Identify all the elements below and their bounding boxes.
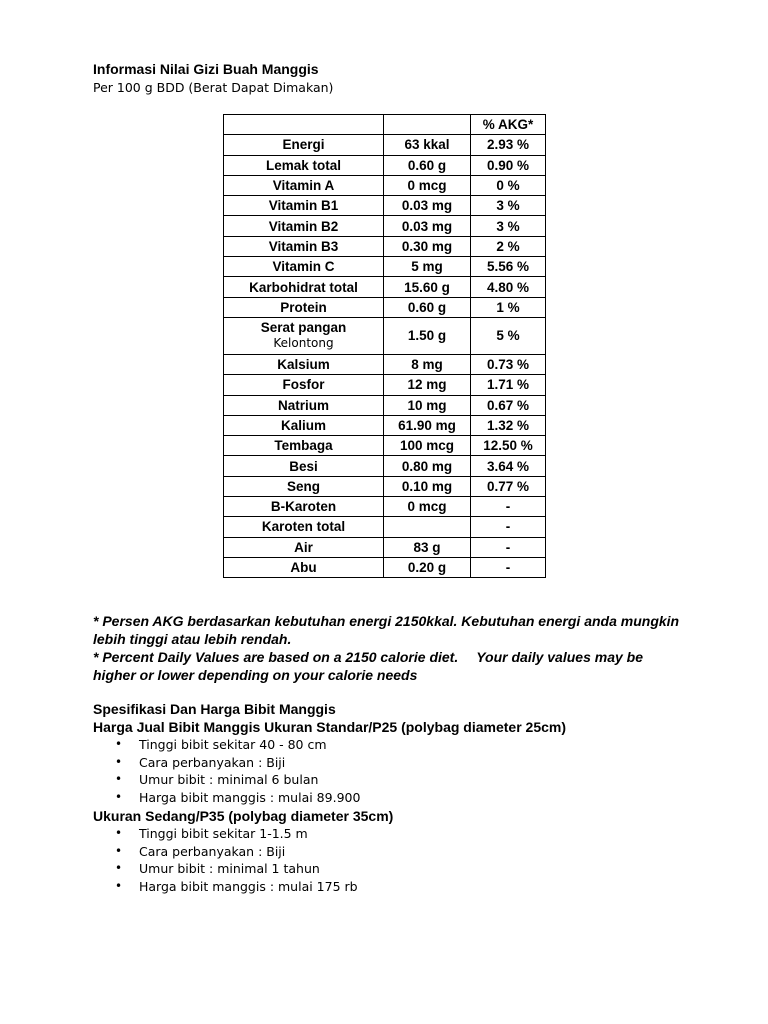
table-row xyxy=(224,436,546,456)
nutrient-name-cell xyxy=(224,236,384,256)
nutrient-name-cell xyxy=(224,415,384,435)
table-row xyxy=(224,135,546,155)
table-row xyxy=(224,537,546,557)
nutrient-name: Abu xyxy=(290,560,317,576)
nutrient-akg: - xyxy=(471,557,546,577)
nutrient-amount: 5 mg xyxy=(384,257,471,277)
footnote-en-part1: * Percent Daily Values are based on a 2150 calorie diet. xyxy=(93,649,459,665)
footnote-en-part2: Your daily values may be higher or lower depending on your calorie needs xyxy=(93,649,643,683)
list-item xyxy=(115,860,693,878)
nutrition-table xyxy=(223,114,546,578)
nutrient-amount xyxy=(384,517,471,537)
table-row xyxy=(224,236,546,256)
list-item xyxy=(115,825,693,843)
bullet-icon: • xyxy=(115,754,123,769)
list-item xyxy=(115,754,693,772)
footnote-en xyxy=(93,648,683,684)
spec-section-heading: Ukuran Sedang/P35 (polybag diameter 35cm) xyxy=(93,807,394,824)
nutrient-akg: 0.77 % xyxy=(471,476,546,496)
list-item-text: Harga bibit manggis : mulai 89.900 xyxy=(139,790,361,806)
nutrient-amount: 0.10 mg xyxy=(384,476,471,496)
nutrient-akg: 4.80 % xyxy=(471,277,546,297)
nutrient-amount: 0.03 mg xyxy=(384,196,471,216)
nutrient-name-cell xyxy=(224,155,384,175)
list-item xyxy=(115,771,693,789)
list-item xyxy=(115,789,693,807)
spec-list xyxy=(93,825,693,896)
footnotes xyxy=(93,612,683,684)
nutrient-subname: Kelontong xyxy=(273,336,334,351)
nutrient-akg: 12.50 % xyxy=(471,436,546,456)
nutrient-name: Kalium xyxy=(280,418,326,433)
nutrient-amount: 0.60 g xyxy=(384,155,471,175)
nutrient-akg: 3 % xyxy=(471,216,546,236)
bullet-icon: • xyxy=(115,737,123,751)
nutrient-amount: 0.30 mg xyxy=(384,236,471,256)
nutrient-akg: 1.32 % xyxy=(471,415,546,435)
table-row xyxy=(224,476,546,496)
nutrient-name: Lemak total xyxy=(265,157,342,173)
nutrient-name: Seng xyxy=(286,478,320,494)
bullet-icon: • xyxy=(115,843,123,858)
table-row xyxy=(224,456,546,476)
nutrient-name-cell xyxy=(224,196,384,216)
nutrient-name: Kalsium xyxy=(277,357,330,373)
nutrient-akg: - xyxy=(471,497,546,517)
footnote-id: * Persen AKG berdasarkan kebutuhan energi 2150kkal. Kebutuhan energi anda mungkin lebih tinggi atau lebih rendah. xyxy=(93,613,680,647)
header-cell-akg: % AKG* xyxy=(471,115,546,135)
nutrient-akg: 2 % xyxy=(471,236,546,256)
spec-title: Spesifikasi Dan Harga Bibit Manggis xyxy=(93,701,336,717)
spec-section-heading: Harga Jual Bibit Manggis Ukuran Standar/P25 (polybag diameter 25cm) xyxy=(93,719,567,735)
spec-list xyxy=(93,736,693,807)
nutrient-akg: 5 % xyxy=(471,317,546,354)
nutrient-akg: 3.64 % xyxy=(471,456,546,476)
list-item xyxy=(115,736,693,754)
table-row xyxy=(224,317,546,354)
table-row xyxy=(224,375,546,395)
nutrient-name: Vitamin B1 xyxy=(268,198,339,214)
nutrient-name-cell xyxy=(224,557,384,577)
list-item-text: Cara perbanyakan : Biji xyxy=(139,843,286,859)
list-item xyxy=(115,843,693,861)
nutrient-akg: - xyxy=(471,517,546,537)
nutrient-akg: - xyxy=(471,537,546,557)
nutrient-name: B-Karoten xyxy=(270,499,337,515)
document-page xyxy=(93,60,693,894)
table-row xyxy=(224,517,546,537)
nutrient-name: Natrium xyxy=(277,397,329,413)
table-row xyxy=(224,354,546,374)
nutrient-akg: 0.67 % xyxy=(471,395,546,415)
nutrient-name-cell xyxy=(224,317,384,354)
nutrient-amount: 61.90 mg xyxy=(384,415,471,435)
nutrient-name-cell xyxy=(224,297,384,317)
nutrient-name: Vitamin A xyxy=(272,178,335,194)
nutrient-name-cell xyxy=(224,175,384,195)
bullet-icon: • xyxy=(115,772,123,787)
nutrient-name-cell xyxy=(224,277,384,297)
bullet-icon: • xyxy=(115,861,123,876)
nutrient-name-cell xyxy=(224,375,384,395)
nutrient-name: Air xyxy=(294,539,313,555)
nutrient-amount: 0 mcg xyxy=(384,175,471,195)
nutrient-amount: 10 mg xyxy=(384,395,471,415)
nutrient-name: Energi xyxy=(282,137,325,153)
nutrient-akg: 1.71 % xyxy=(471,375,546,395)
list-item-text: Umur bibit : minimal 6 bulan xyxy=(139,772,319,788)
nutrient-akg: 0.73 % xyxy=(471,354,546,374)
nutrient-amount: 1.50 g xyxy=(384,317,471,354)
nutrient-amount: 15.60 g xyxy=(384,277,471,297)
nutrient-name: Vitamin C xyxy=(272,259,335,275)
table-row xyxy=(224,297,546,317)
table-row xyxy=(224,277,546,297)
nutrient-amount: 0.20 g xyxy=(384,557,471,577)
nutrient-amount: 12 mg xyxy=(384,375,471,395)
nutrient-name: Vitamin B3 xyxy=(268,238,339,254)
nutrient-amount: 0.60 g xyxy=(384,297,471,317)
table-row xyxy=(224,155,546,175)
table-row xyxy=(224,557,546,577)
list-item-text: Cara perbanyakan : Biji xyxy=(139,754,286,770)
spec-sections xyxy=(93,718,693,896)
nutrient-name: Serat pangan xyxy=(260,320,347,336)
nutrient-name-cell xyxy=(224,216,384,236)
nutrient-name: Protein xyxy=(280,299,327,315)
nutrient-name: Fosfor xyxy=(282,377,325,393)
nutrient-name-cell xyxy=(224,436,384,456)
nutrient-akg: 5.56 % xyxy=(471,257,546,277)
table-row xyxy=(224,196,546,216)
bullet-icon: • xyxy=(115,878,123,893)
nutrient-akg: 1 % xyxy=(471,297,546,317)
nutrient-name: Karbohidrat total xyxy=(249,279,358,295)
nutrient-amount: 100 mcg xyxy=(384,436,471,456)
nutrient-name-cell xyxy=(224,476,384,496)
table-row xyxy=(224,415,546,435)
list-item-text: Tinggi bibit sekitar 40 - 80 cm xyxy=(139,737,327,752)
nutrient-name-cell xyxy=(224,257,384,277)
nutrient-akg: 3 % xyxy=(471,196,546,216)
list-item xyxy=(115,878,693,896)
nutrient-name-cell xyxy=(224,456,384,476)
document-subtitle: Per 100 g BDD (Berat Dapat Dimakan) xyxy=(93,80,334,95)
table-row xyxy=(224,395,546,415)
bullet-icon: • xyxy=(115,825,123,840)
nutrient-name-cell xyxy=(224,517,384,537)
nutrient-amount: 8 mg xyxy=(384,354,471,374)
nutrition-table-body xyxy=(224,135,546,578)
nutrient-amount: 83 g xyxy=(384,537,471,557)
nutrient-amount: 0.03 mg xyxy=(384,216,471,236)
nutrient-akg: 0.90 % xyxy=(471,155,546,175)
nutrient-name: Vitamin B2 xyxy=(268,218,339,234)
header-cell-amount xyxy=(384,115,471,135)
nutrient-name-cell xyxy=(224,497,384,517)
list-item-text: Harga bibit manggis : mulai 175 rb xyxy=(139,878,358,894)
nutrient-name-cell xyxy=(224,354,384,374)
table-header-row xyxy=(224,115,546,135)
document-title: Informasi Nilai Gizi Buah Manggis xyxy=(93,61,319,77)
nutrient-name-cell xyxy=(224,395,384,415)
nutrient-name: Tembaga xyxy=(274,438,333,454)
spec-section xyxy=(93,700,693,896)
nutrient-name-cell xyxy=(224,537,384,557)
nutrient-amount: 0 mcg xyxy=(384,497,471,517)
nutrient-name: Besi xyxy=(289,458,318,474)
nutrient-name-cell xyxy=(224,135,384,155)
table-row xyxy=(224,497,546,517)
header-cell-name xyxy=(224,115,384,135)
table-row xyxy=(224,216,546,236)
bullet-icon: • xyxy=(115,790,123,805)
nutrient-amount: 63 kkal xyxy=(384,135,471,155)
nutrient-akg: 2.93 % xyxy=(471,135,546,155)
nutrient-name: Karoten total xyxy=(261,519,346,535)
table-row xyxy=(224,257,546,277)
list-item-text: Umur bibit : minimal 1 tahun xyxy=(139,861,320,877)
nutrient-akg: 0 % xyxy=(471,175,546,195)
nutrient-amount: 0.80 mg xyxy=(384,456,471,476)
list-item-text: Tinggi bibit sekitar 1-1.5 m xyxy=(139,825,308,841)
table-row xyxy=(224,175,546,195)
